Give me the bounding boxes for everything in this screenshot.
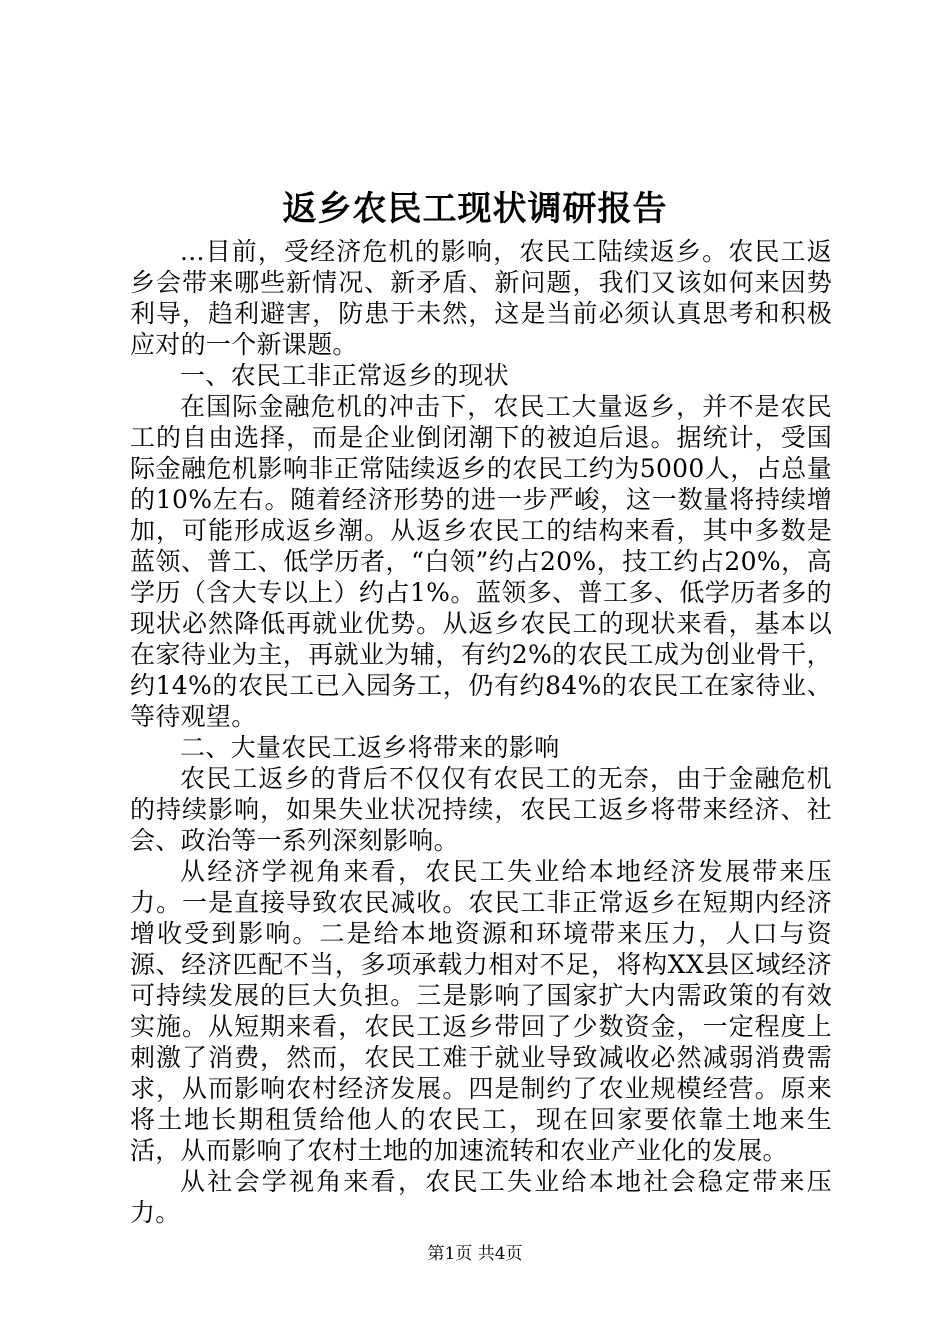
section-2-paragraph-3: 从社会学视角来看，农民工失业给本地社会稳定带来压力。 <box>130 1167 832 1227</box>
document-title: 返乡农民工现状调研报告 <box>282 189 668 229</box>
intro-paragraph: ...目前，受经济危机的影响，农民工陆续返乡。农民工返乡会带来哪些新情况、新矛盾、新问题，我们又该如何来因势利导，趋利避害，防患于未然，这是当前必须认真思考和积极应对的一个新课题。 <box>130 237 832 359</box>
section-heading-2: 二、大量农民工返乡将带来的影响 <box>180 733 560 762</box>
section-heading-1: 一、农民工非正常返乡的现状 <box>180 361 509 390</box>
document-body <box>130 236 832 1228</box>
page-number-footer: 第1页 共4页 <box>427 1244 523 1264</box>
section-2-paragraph-2: 从经济学视角来看，农民工失业给本地经济发展带来压力。一是直接导致农民减收。农民工非正常返乡在短期内经济增收受到影响。二是给本地资源和环境带来压力，人口与资源、经济匹配不当，多项承载力相对不足，将构XX县区域经济可持续发展的巨大负担。三是影响了国家扩大内需政策的有效实施。从短期来看，农民工返乡带回了少数资金，一定程度上刺激了消费，然而，农民工难于就业导致减收必然减弱消费需求，从而影响农村经济发展。四是制约了农业规模经营。原来将土地长期租赁给他人的农民工，现在回家要依靠土地来生活，从而影响了农村土地的加速流转和农业产业化的发展。 <box>130 857 832 1165</box>
section-1-paragraph: 在国际金融危机的冲击下，农民工大量返乡，并不是农民工的自由选择，而是企业倒闭潮下的被迫后退。据统计，受国际金融危机影响非正常陆续返乡的农民工约为5000人，占总量的10%左右。随着经济形势的进一步严峻，这一数量将持续增加，可能形成返乡潮。从返乡农民工的结构来看，其中多数是蓝领、普工、低学历者，“白领”约占20%，技工约占20%，高学历（含大专以上）约占1%。蓝领多、普工多、低学历者多的现状必然降低再就业优势。从返乡农民工的现状来看，基本以在家待业为主，再就业为辅，有约2%的农民工成为创业骨干，约14%的农民工已入园务工，仍有约84%的农民工在家待业、等待观望。 <box>130 392 832 731</box>
section-2-paragraph-1: 农民工返乡的背后不仅仅有农民工的无奈，由于金融危机的持续影响，如果失业状况持续，农民工返乡将带来经济、社会、政治等一系列深刻影响。 <box>130 764 832 855</box>
